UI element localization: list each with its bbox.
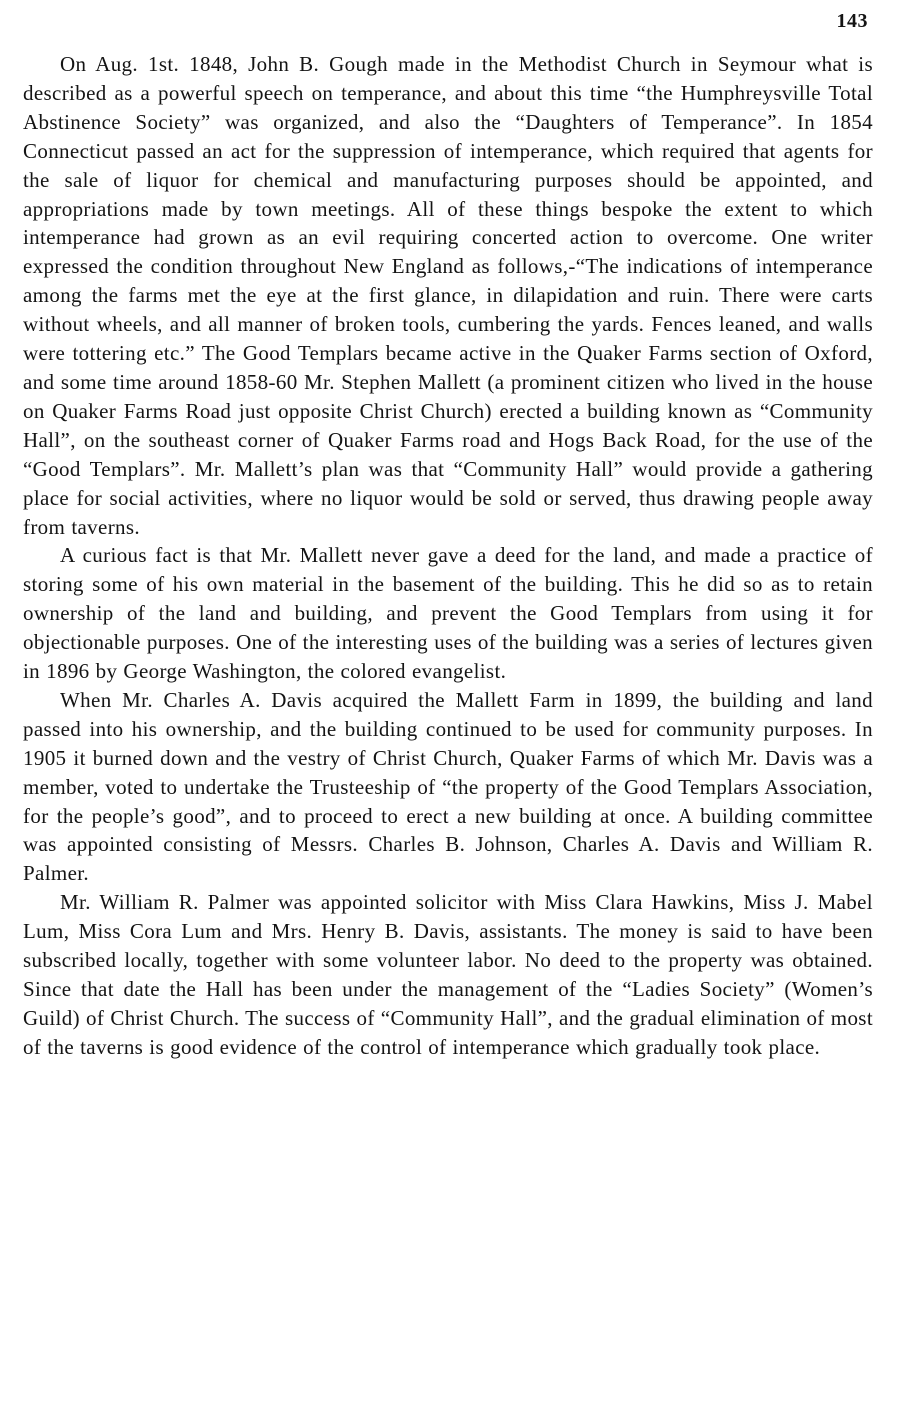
paragraph: When Mr. Charles A. Davis acquired the Mallett Farm in 1899, the building and land passed into his ownership, and the building continued to be used for community purposes. In 1905 it burned down and the vestry of Christ Church, Quaker Farms of which Mr. Davis was a member, voted to undertake the Trusteeship of “the property of the Good Templars Association, for the people’s good”, and to proceed to erect a new building at once. A building committee was appointed consisting of Messrs. Charles B. Johnson, Charles A. Davis and William R. Palmer.: [23, 687, 873, 886]
paragraph: Mr. William R. Palmer was appointed solicitor with Miss Clara Hawkins, Miss J. Mabel Lum, Miss Cora Lum and Mrs. Henry B. Davis, assistants. The money is said to have been subscribed locally, together with some volunteer labor. No deed to the property was obtained. Since that date the Hall has been under the management of the “Ladies Society” (Women’s Guild) of Christ Church. The success of “Community Hall”, and the gradual elimination of most of the taverns is good evidence of the control of intemperance which gradually took place.: [23, 890, 873, 1059]
page-number: 143: [836, 10, 868, 32]
paragraph: On Aug. 1st. 1848, John B. Gough made in the Methodist Church in Seymour what is described as a powerful speech on temperance, and about this time “the Humphreysville Total Abstinence Society” was organized, and also the “Daughters of Temperance”. In 1854 Connecticut passed an act for the suppression of intemperance, which required that agents for the sale of liquor for chemical and manufacturing purposes should be appointed, and appropriations made by town meetings. All of these things bespoke the extent to which intemperance had grown as an evil requiring concerted action to overcome. One writer expressed the condition throughout New England as follows,-“The indications of intemperance among the farms met the eye at the first glance, in dilapidation and ruin. There were carts without wheels, and all manner of broken tools, cumbering the yards. Fences leaned, and walls were tottering etc.” The Good Templars became active in the Quaker Farms section of Oxford, and some time around 1858-60 Mr. Stephen Mallett (a prominent citizen who lived in the house on Quaker Farms Road just opposite Christ Church) erected a building known as “Community Hall”, on the southeast corner of Quaker Farms road and Hogs Back Road, for the use of the “Good Templars”. Mr. Mallett’s plan was that “Community Hall” would provide a gathering place for social activities, where no liquor would be sold or served, thus drawing people away from taverns.: [23, 52, 873, 539]
body-text: [23, 50, 873, 1062]
paragraph: A curious fact is that Mr. Mallett never gave a deed for the land, and made a practice of storing some of his own material in the basement of the building. This he did so as to retain ownership of the land and building, and prevent the Good Templars from using it for objectionable purposes. One of the interesting uses of the building was a series of lectures given in 1896 by George Washington, the colored evangelist.: [23, 543, 873, 684]
